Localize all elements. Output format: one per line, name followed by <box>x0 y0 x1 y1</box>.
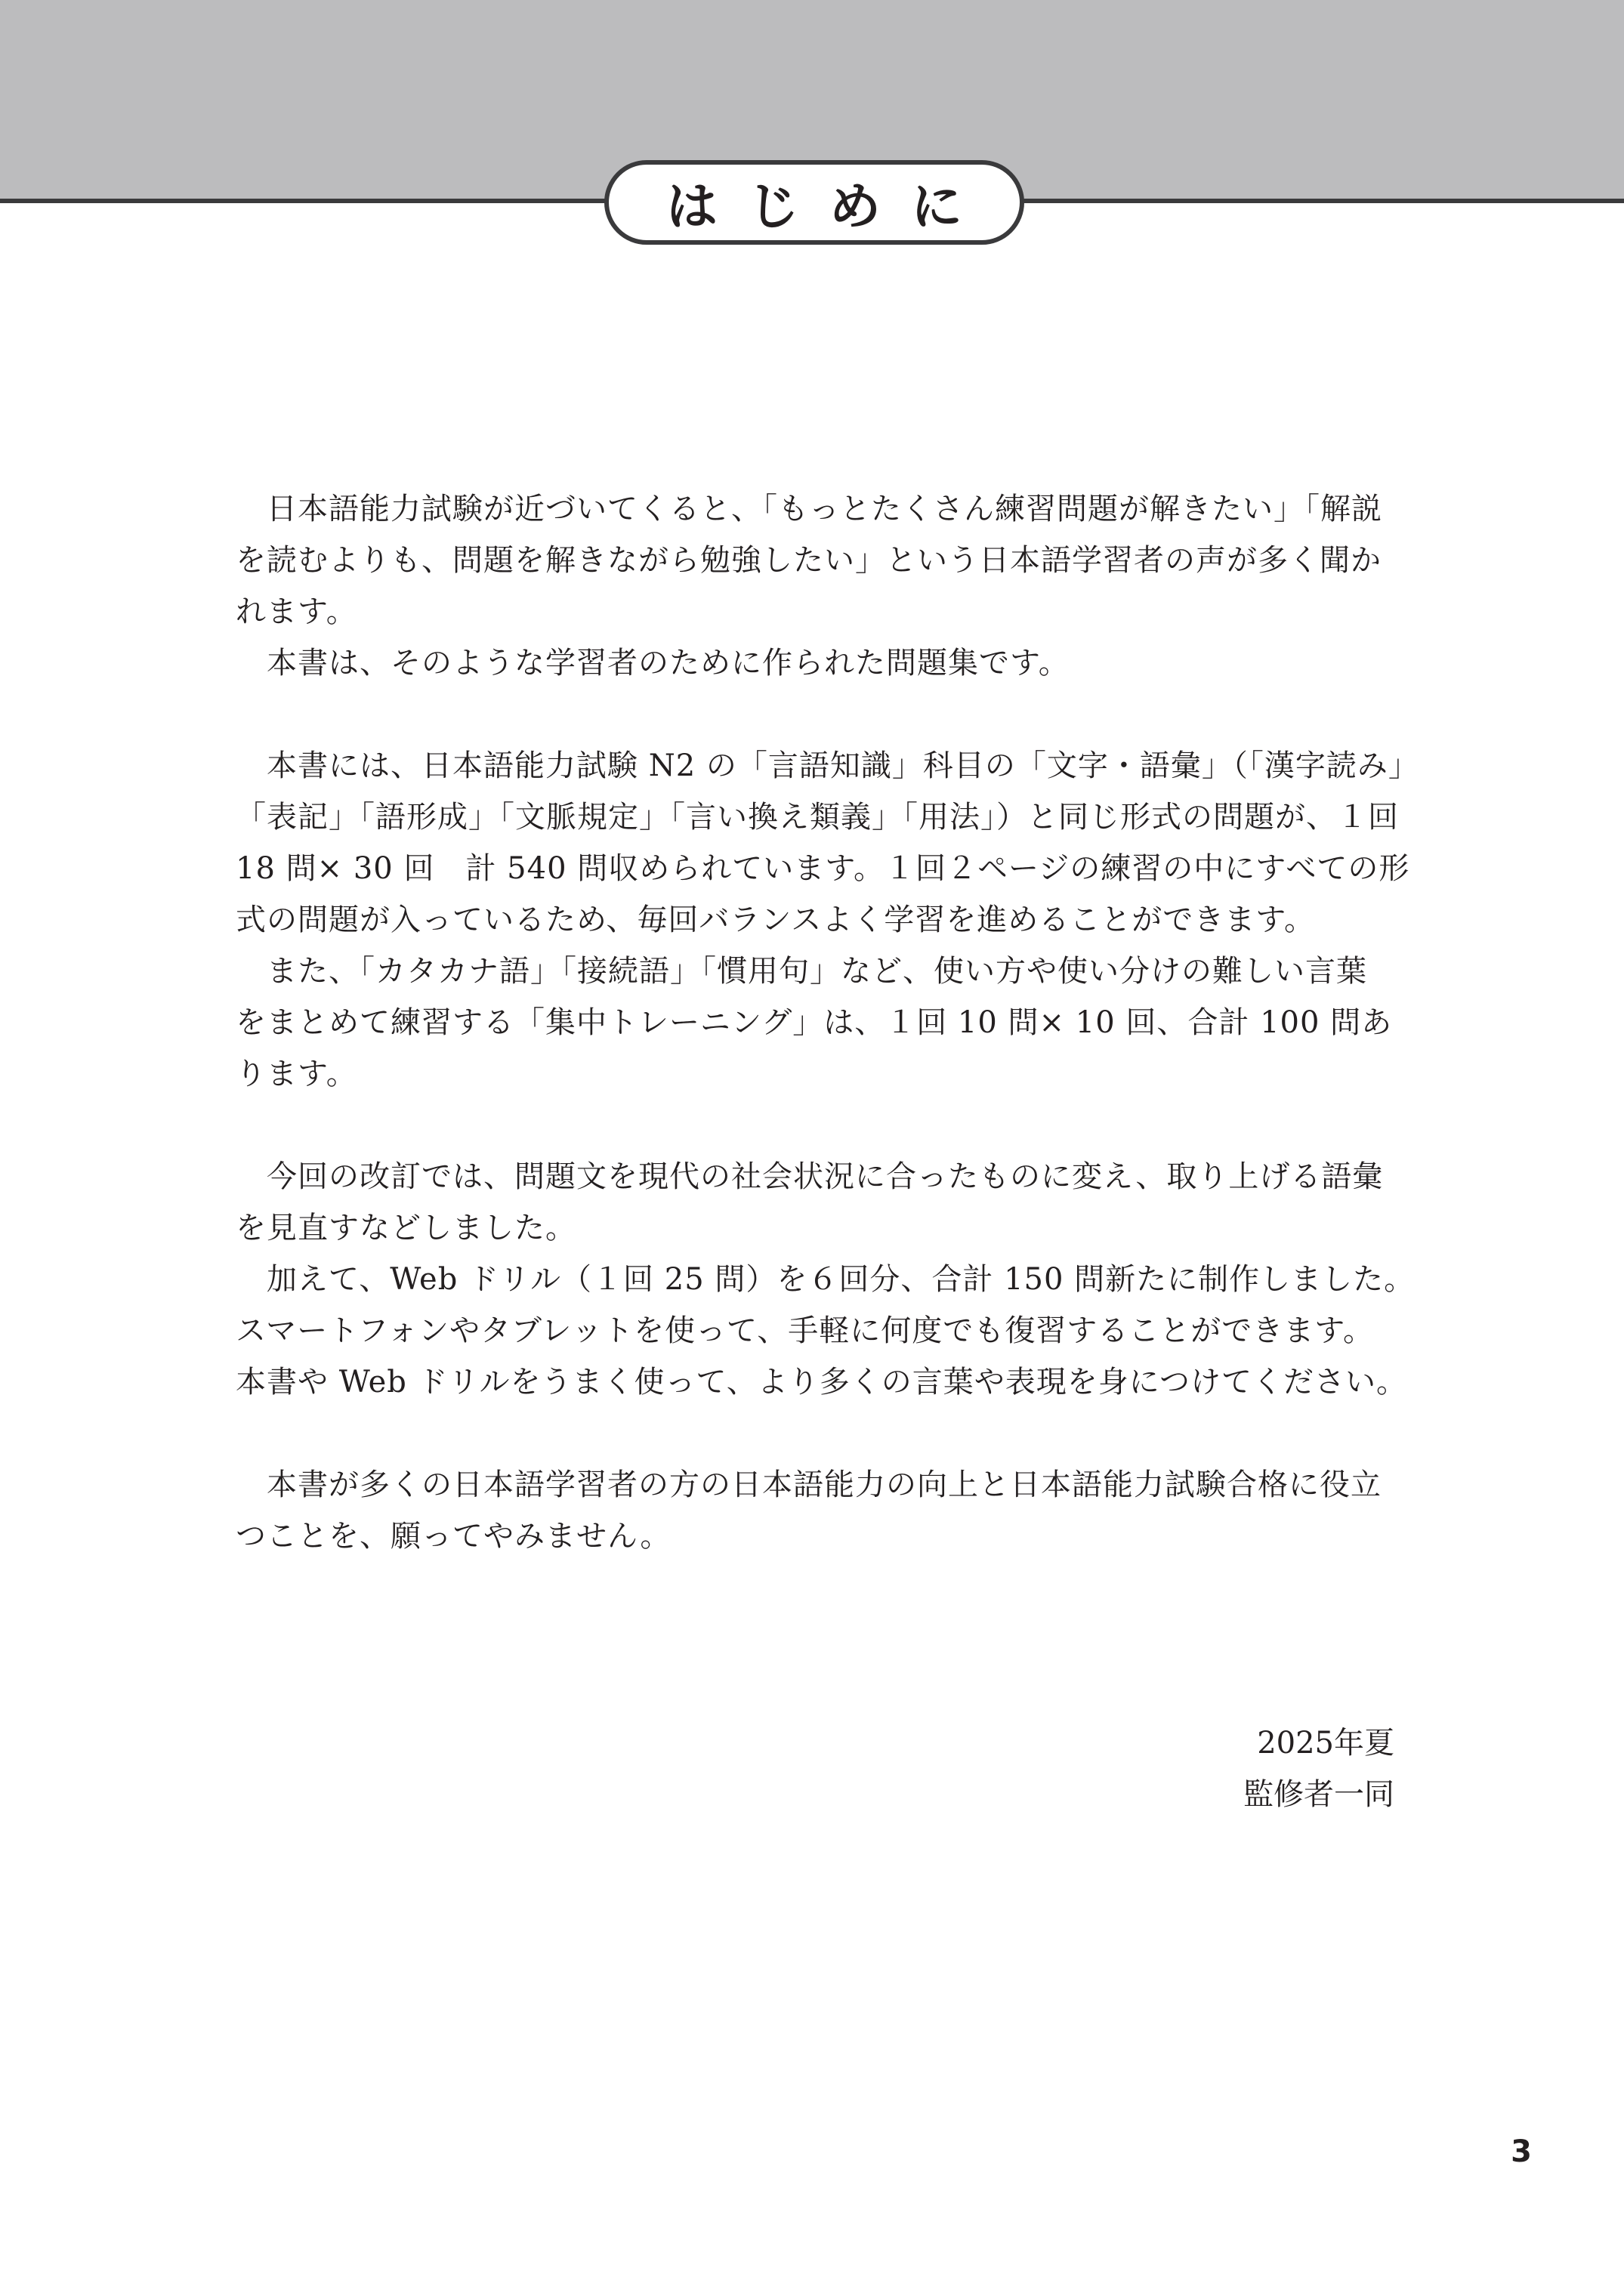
text-line: 本書は、そのような学習者のために作られた問題集です。 <box>236 646 1070 680</box>
text-line: 式の問題が入っているため、毎回バランスよく学習を進めることができます。 <box>236 903 1315 937</box>
closing-author: 監修者一同 <box>1243 1777 1394 1812</box>
text-line: を見直すなどしました。 <box>236 1211 576 1245</box>
text-line: をまとめて練習する「集中トレーニング」は、１回 10 問× 10 回、合計 100 問あ <box>236 1005 1393 1040</box>
page-number: 3 <box>1511 2134 1532 2169</box>
text-line: 本書には、日本語能力試験 N2 の「言語知識」科目の「文字・語彙」（「漢字読み」 <box>236 748 1419 783</box>
text-line: ります。 <box>236 1057 357 1091</box>
text-line: を読むよりも、問題を解きながら勉強したい」という日本語学習者の声が多く聞か <box>236 543 1382 578</box>
title-pill <box>604 160 1024 245</box>
text-line: また、「カタカナ語」「接続語」「慣用句」など、使い方や使い分けの難しい言葉 <box>236 954 1367 989</box>
text-line: 「表記」「語形成」「文脈規定」「言い換え類義」「用法」）と同じ形式の問題が、１回 <box>236 800 1399 835</box>
text-line: れます。 <box>236 594 357 629</box>
text-line: 日本語能力試験が近づいてくると、「もっとたくさん練習問題が解きたい」「解説 <box>236 492 1382 526</box>
text-line: つことを、願ってやみません。 <box>236 1519 672 1554</box>
text-line: 本書が多くの日本語学習者の方の日本語能力の向上と日本語能力試験合格に役立 <box>236 1467 1382 1502</box>
page-title: はじめに <box>665 177 993 237</box>
text-line: 今回の改訂では、問題文を現代の社会状況に合ったものに変え、取り上げる語彙 <box>236 1159 1384 1194</box>
text-line: 加えて、Web ドリル（１回 25 問）を６回分、合計 150 問新たに制作しました。 <box>236 1262 1416 1297</box>
closing-date: 2025年夏 <box>1257 1726 1394 1761</box>
text-line: 本書や Web ドリルをうまく使って、より多くの言葉や表現を身につけてください。 <box>236 1365 1407 1400</box>
text-line: 18 問× 30 回 計 540 問収められています。１回２ページの練習の中にすべての形 <box>236 851 1410 886</box>
text-line: スマートフォンやタブレットを使って、手軽に何度でも復習することができます。 <box>236 1313 1374 1348</box>
